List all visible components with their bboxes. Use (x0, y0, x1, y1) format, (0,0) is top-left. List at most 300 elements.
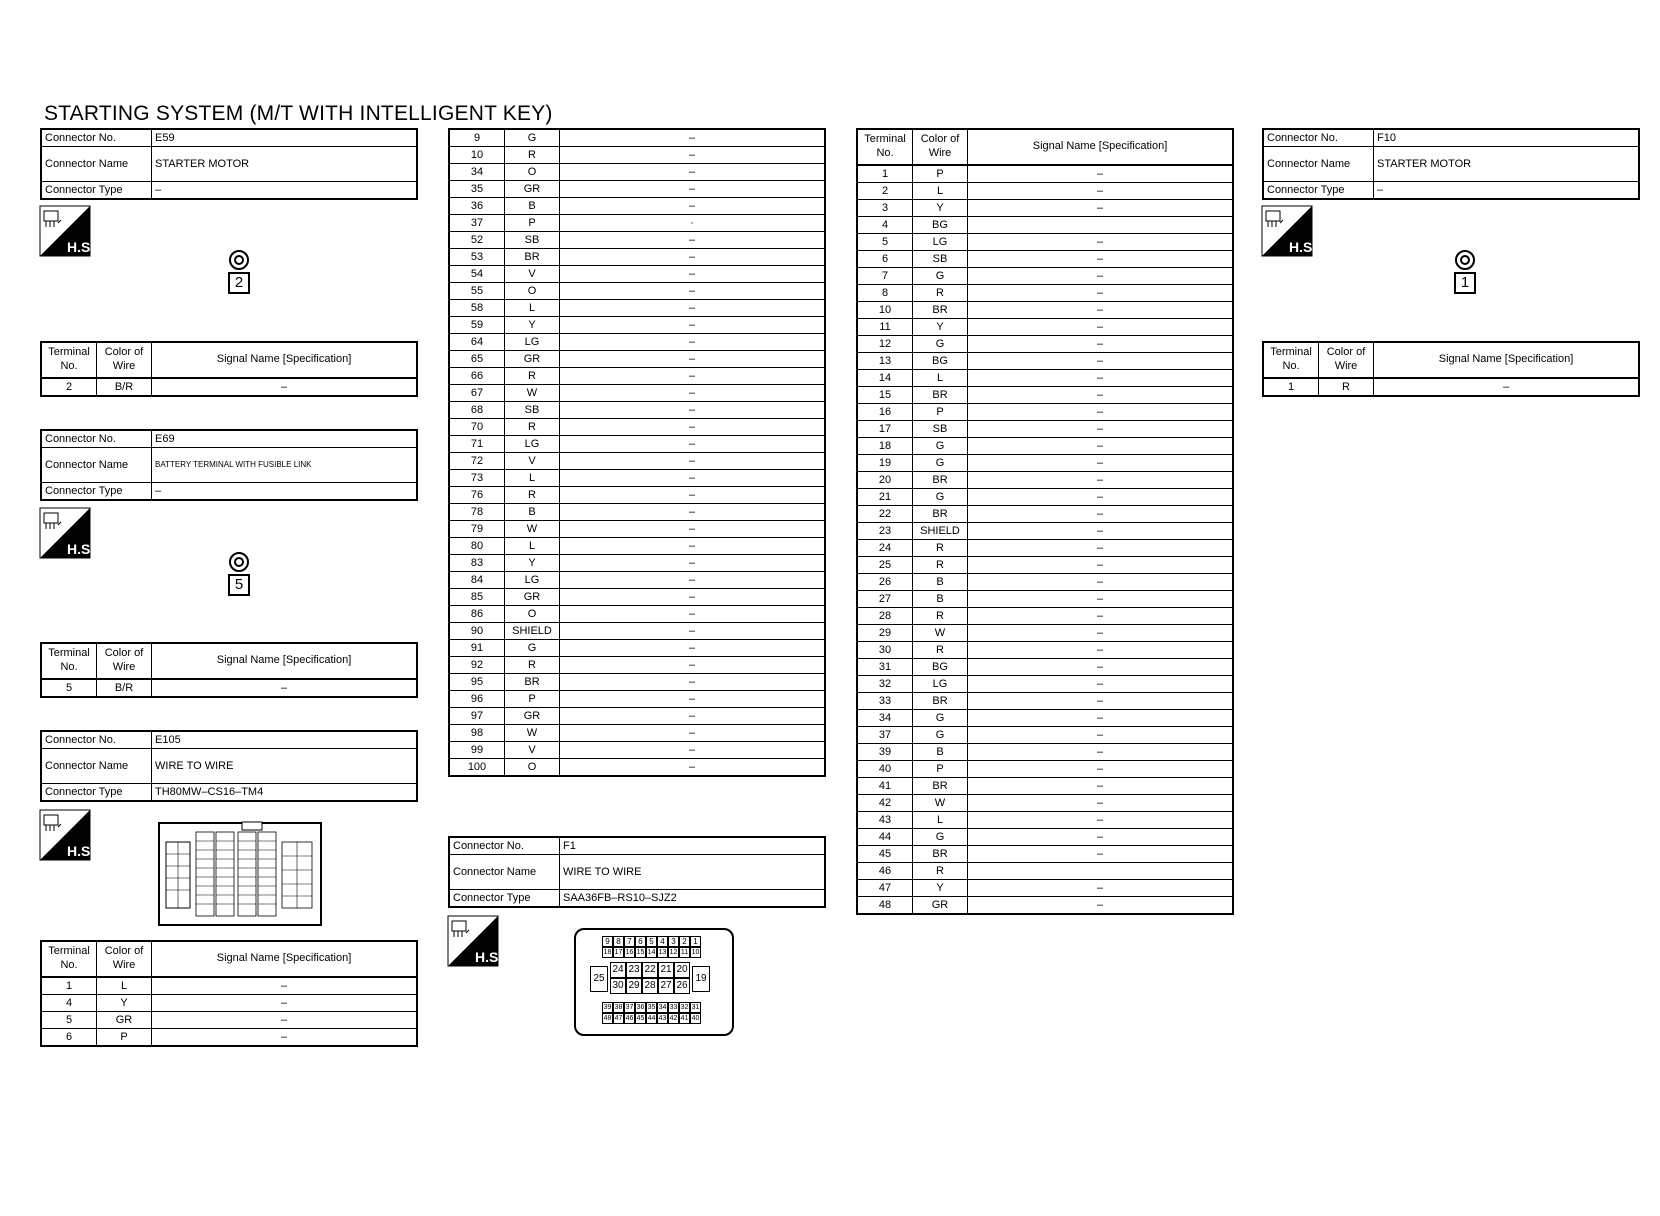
table-row (857, 336, 1233, 353)
connector-pin: 28 (642, 978, 658, 994)
table-row (41, 977, 417, 995)
wire-color-cell: GR (97, 1012, 152, 1029)
color-of-wire-header: Color of Wire (97, 342, 152, 378)
signal-name-cell: – (560, 249, 826, 266)
terminal-no-cell: 78 (449, 504, 505, 521)
connector-pin: 1 (690, 936, 701, 947)
wire-color-cell: L (505, 300, 560, 317)
table-row (41, 995, 417, 1012)
signal-name-cell: – (560, 657, 826, 674)
terminal-table-header (857, 129, 1233, 165)
table-row (449, 708, 825, 725)
e59-connector-no: E59 (152, 129, 418, 147)
connector-pin: 10 (691, 949, 700, 956)
connector-pin: 6 (635, 936, 646, 947)
table-row (857, 710, 1233, 727)
table-row (449, 266, 825, 283)
signal-name-header: Signal Name [Specification] (968, 129, 1234, 165)
terminal-no-cell: 5 (41, 679, 97, 697)
table-row (449, 725, 825, 742)
connector-pin: 19 (692, 966, 710, 992)
terminal-no-cell: 17 (857, 421, 913, 438)
wire-color-cell: BR (505, 674, 560, 691)
terminal-no-cell: 53 (449, 249, 505, 266)
table-row (857, 761, 1233, 778)
connector-pin: 44 (647, 1015, 656, 1022)
wire-color-cell: V (505, 453, 560, 470)
e105-connector-name: WIRE TO WIRE (152, 749, 418, 784)
wire-color-cell: LG (505, 334, 560, 351)
terminal-no-cell: 12 (857, 336, 913, 353)
connector-pin: 45 (636, 1015, 645, 1022)
signal-name-cell: – (968, 387, 1234, 404)
signal-name-cell: – (560, 742, 826, 759)
wire-color-cell: Y (913, 200, 968, 217)
wire-color-cell: G (505, 640, 560, 657)
signal-name-cell: – (968, 608, 1234, 625)
wire-color-cell: B/R (97, 378, 152, 396)
signal-name-cell: – (560, 266, 826, 283)
signal-name-cell: – (560, 317, 826, 334)
signal-name-cell: – (968, 251, 1234, 268)
signal-name-cell: – (968, 897, 1234, 915)
harness-side-icon (1262, 206, 1317, 256)
terminal-no-cell: 5 (857, 234, 913, 251)
signal-name-cell: – (152, 995, 418, 1012)
e59-pin-label: 2 (228, 272, 250, 294)
f10-connector-no: F10 (1374, 129, 1640, 147)
connector-pin: 5 (646, 936, 657, 947)
wire-color-cell: P (97, 1029, 152, 1047)
signal-name-cell: – (968, 472, 1234, 489)
signal-name-cell: – (560, 436, 826, 453)
connector-pin: 24 (610, 962, 626, 978)
terminal-no-cell: 6 (41, 1029, 97, 1047)
wire-color-cell: G (505, 129, 560, 147)
terminal-no-cell: 34 (857, 710, 913, 727)
wire-color-cell: V (505, 266, 560, 283)
terminal-no-cell: 37 (857, 727, 913, 744)
table-row (449, 317, 825, 334)
terminal-no-cell: 1 (1263, 378, 1319, 396)
signal-name-cell: – (560, 691, 826, 708)
terminal-no-cell: 99 (449, 742, 505, 759)
terminal-no-cell: 25 (857, 557, 913, 574)
signal-name-cell: – (152, 378, 418, 396)
table-row (449, 164, 825, 181)
svg-text:H.S.: H.S. (67, 239, 95, 255)
terminal-no-cell: 97 (449, 708, 505, 725)
connector-pin: 36 (636, 1004, 645, 1011)
signal-name-cell: – (968, 574, 1234, 591)
signal-name-cell: – (968, 540, 1234, 557)
e105-connector-face-pins (160, 824, 320, 924)
table-row (857, 642, 1233, 659)
terminal-no-cell: 29 (857, 625, 913, 642)
table-row (449, 249, 825, 266)
wire-color-cell: R (913, 557, 968, 574)
wire-color-cell: R (913, 642, 968, 659)
e59-terminal-diagram (228, 250, 250, 300)
wire-color-cell: Y (505, 317, 560, 334)
connector-pin: 4 (657, 936, 668, 947)
terminal-no-cell: 72 (449, 453, 505, 470)
wire-color-cell: O (505, 283, 560, 300)
signal-name-cell: – (968, 642, 1234, 659)
table-row (449, 674, 825, 691)
signal-name-cell: – (560, 759, 826, 777)
wire-color-cell: G (913, 829, 968, 846)
wire-color-cell: R (913, 285, 968, 302)
connector-type-label: Connector Type (1263, 182, 1374, 200)
wire-color-cell: BR (913, 387, 968, 404)
connector-pin: 9 (602, 936, 613, 947)
signal-name-cell: – (560, 521, 826, 538)
signal-name-cell: – (560, 147, 826, 164)
wire-color-cell: W (913, 625, 968, 642)
terminal-no-cell: 65 (449, 351, 505, 368)
table-row (857, 744, 1233, 761)
terminal-no-cell: 20 (857, 472, 913, 489)
signal-name-cell: – (1374, 378, 1640, 396)
connector-pin: 17 (614, 949, 623, 956)
table-row (857, 540, 1233, 557)
signal-name-cell: – (968, 268, 1234, 285)
wire-color-cell: G (913, 438, 968, 455)
signal-name-cell: – (968, 727, 1234, 744)
terminal-no-cell: 41 (857, 778, 913, 795)
signal-name-cell: – (968, 370, 1234, 387)
wire-color-cell: LG (505, 436, 560, 453)
terminal-stud-icon (229, 552, 249, 572)
terminal-no-cell: 1 (857, 165, 913, 183)
wire-color-cell: O (505, 759, 560, 777)
connector-pin: 48 (603, 1015, 612, 1022)
table-row (857, 608, 1233, 625)
table-row (449, 742, 825, 759)
wire-color-cell: LG (913, 676, 968, 693)
table-row (449, 419, 825, 436)
table-row (41, 1029, 417, 1047)
terminal-table-header (41, 342, 417, 378)
signal-name-cell: – (152, 679, 418, 697)
connector-pin: 18 (603, 949, 612, 956)
wire-color-cell: BR (913, 778, 968, 795)
table-row (857, 234, 1233, 251)
wire-color-cell: L (97, 977, 152, 995)
connector-pin: 15 (636, 949, 645, 956)
terminal-no-cell: 39 (857, 744, 913, 761)
signal-name-cell: – (968, 591, 1234, 608)
connector-no-label: Connector No. (41, 129, 152, 147)
terminal-no-cell: 40 (857, 761, 913, 778)
terminal-stud-icon (1455, 250, 1475, 270)
connector-type-label: Connector Type (449, 890, 560, 908)
table-row (857, 472, 1233, 489)
connector-no-label: Connector No. (41, 731, 152, 749)
signal-name-cell: – (560, 504, 826, 521)
signal-name-cell: – (968, 165, 1234, 183)
color-of-wire-header: Color of Wire (913, 129, 968, 165)
connector-pin: 22 (642, 962, 658, 978)
signal-name-header: Signal Name [Specification] (152, 342, 418, 378)
terminal-no-cell: 46 (857, 863, 913, 880)
signal-name-cell: – (968, 455, 1234, 472)
table-row (449, 504, 825, 521)
signal-name-cell: – (560, 674, 826, 691)
wire-color-cell: SB (505, 402, 560, 419)
terminal-no-cell: 44 (857, 829, 913, 846)
signal-name-cell (968, 863, 1234, 880)
signal-name-cell: – (560, 385, 826, 402)
terminal-no-cell: 6 (857, 251, 913, 268)
terminal-no-cell: 22 (857, 506, 913, 523)
table-row (449, 351, 825, 368)
table-row (449, 487, 825, 504)
e105-terminal-table (40, 940, 418, 1047)
signal-name-cell: – (560, 300, 826, 317)
table-row (857, 574, 1233, 591)
signal-name-cell: – (560, 402, 826, 419)
terminal-no-cell: 52 (449, 232, 505, 249)
connector-type-label: Connector Type (41, 483, 152, 501)
table-row (449, 129, 825, 147)
wire-color-cell: R (913, 540, 968, 557)
signal-name-cell: – (968, 404, 1234, 421)
wire-color-cell: B (913, 574, 968, 591)
terminal-no-cell: 64 (449, 334, 505, 351)
wire-color-cell: GR (505, 708, 560, 725)
terminal-no-cell: 86 (449, 606, 505, 623)
terminal-no-cell: 92 (449, 657, 505, 674)
wire-color-cell: GR (505, 181, 560, 198)
terminal-no-cell: 1 (41, 977, 97, 995)
table-row (857, 268, 1233, 285)
signal-name-cell: – (560, 351, 826, 368)
signal-name-cell: – (560, 470, 826, 487)
terminal-no-cell: 34 (449, 164, 505, 181)
connector-pin: 33 (669, 1004, 678, 1011)
terminal-no-cell: 30 (857, 642, 913, 659)
signal-name-cell: – (968, 812, 1234, 829)
terminal-stud-icon (229, 250, 249, 270)
connector-name-label: Connector Name (41, 147, 152, 182)
signal-name-cell: – (968, 778, 1234, 795)
terminal-no-cell: 9 (449, 129, 505, 147)
signal-name-cell: · (560, 215, 826, 232)
wire-color-cell: Y (913, 319, 968, 336)
f10-info-table (1262, 128, 1640, 200)
terminal-no-cell: 2 (41, 378, 97, 396)
e69-connector-name: BATTERY TERMINAL WITH FUSIBLE LINK (152, 448, 418, 483)
wire-color-cell: P (913, 761, 968, 778)
table-row (449, 759, 825, 777)
wire-color-cell: BG (913, 353, 968, 370)
signal-name-cell: – (560, 589, 826, 606)
harness-side-icon (448, 916, 503, 966)
table-row (857, 659, 1233, 676)
table-row (449, 470, 825, 487)
e69-pin-label: 5 (228, 574, 250, 596)
terminal-no-cell: 4 (857, 217, 913, 234)
wire-color-cell: B/R (97, 679, 152, 697)
wire-color-cell: G (913, 268, 968, 285)
terminal-no-cell: 18 (857, 438, 913, 455)
wire-color-cell: L (505, 470, 560, 487)
terminal-no-cell: 67 (449, 385, 505, 402)
terminal-no-cell: 58 (449, 300, 505, 317)
connector-pin: 39 (603, 1004, 612, 1011)
connector-pin: 32 (680, 1004, 689, 1011)
signal-name-cell: – (968, 302, 1234, 319)
table-row (449, 368, 825, 385)
terminal-no-cell: 71 (449, 436, 505, 453)
connector-pin: 43 (658, 1015, 667, 1022)
terminal-no-cell: 24 (857, 540, 913, 557)
connector-type-label: Connector Type (41, 182, 152, 200)
wire-color-cell: BR (913, 846, 968, 863)
color-of-wire-header: Color of Wire (97, 941, 152, 977)
wire-color-cell: SB (913, 421, 968, 438)
wire-color-cell: G (913, 710, 968, 727)
signal-name-header: Signal Name [Specification] (152, 643, 418, 679)
connector-name-label: Connector Name (449, 855, 560, 890)
color-of-wire-header: Color of Wire (97, 643, 152, 679)
table-row (857, 523, 1233, 540)
terminal-no-cell: 48 (857, 897, 913, 915)
wire-color-cell: L (913, 183, 968, 200)
signal-name-cell: – (560, 725, 826, 742)
table-row (449, 572, 825, 589)
e105-connector-face-diagram (158, 822, 322, 926)
terminal-no-cell: 27 (857, 591, 913, 608)
table-row (857, 455, 1233, 472)
wire-color-cell: Y (97, 995, 152, 1012)
signal-name-cell: – (968, 676, 1234, 693)
table-row (857, 591, 1233, 608)
table-row (449, 453, 825, 470)
terminal-no-cell: 13 (857, 353, 913, 370)
terminal-no-cell: 36 (449, 198, 505, 215)
wire-color-cell: Y (913, 880, 968, 897)
f10-terminal-table (1262, 341, 1640, 397)
signal-name-cell: – (968, 234, 1234, 251)
connector-pin: 34 (658, 1004, 667, 1011)
wire-color-cell: SHIELD (913, 523, 968, 540)
wire-color-cell: R (913, 863, 968, 880)
terminal-no-cell: 14 (857, 370, 913, 387)
e69-terminal-table (40, 642, 418, 698)
signal-name-cell: – (968, 183, 1234, 200)
connector-pin: 37 (625, 1004, 634, 1011)
connector-pin: 25 (590, 966, 608, 992)
table-row (857, 676, 1233, 693)
terminal-no-header: Terminal No. (41, 941, 97, 977)
signal-name-cell: – (968, 693, 1234, 710)
e105-info-table (40, 730, 418, 802)
connector-pin: 8 (613, 936, 624, 947)
terminal-no-cell: 16 (857, 404, 913, 421)
terminal-no-cell: 35 (449, 181, 505, 198)
wire-color-cell: R (1319, 378, 1374, 396)
wire-color-cell: BG (913, 217, 968, 234)
table-row (449, 181, 825, 198)
connector-pin: 12 (669, 949, 678, 956)
e105-terminal-table-continued (448, 128, 826, 777)
wire-color-cell: R (505, 657, 560, 674)
f1-terminal-table (856, 128, 1234, 915)
table-row (857, 421, 1233, 438)
table-row (449, 334, 825, 351)
connector-pin: 20 (674, 962, 690, 978)
signal-name-cell: – (152, 1012, 418, 1029)
signal-name-cell: – (968, 625, 1234, 642)
signal-name-cell: – (560, 368, 826, 385)
connector-pin: 38 (614, 1004, 623, 1011)
svg-text:H.S.: H.S. (67, 541, 95, 557)
terminal-no-cell: 23 (857, 523, 913, 540)
table-row (857, 200, 1233, 217)
connector-pin: 27 (658, 978, 674, 994)
signal-name-cell: – (560, 334, 826, 351)
signal-name-cell: – (968, 523, 1234, 540)
terminal-no-cell: 98 (449, 725, 505, 742)
wire-color-cell: SB (505, 232, 560, 249)
signal-name-cell: – (968, 336, 1234, 353)
table-row (857, 863, 1233, 880)
table-row (857, 285, 1233, 302)
wire-color-cell: B (913, 744, 968, 761)
e105-connector-type: TH80MW–CS16–TM4 (152, 784, 418, 802)
wire-color-cell: W (505, 385, 560, 402)
signal-name-cell: – (560, 129, 826, 147)
signal-name-cell: – (968, 489, 1234, 506)
connector-pin: 7 (624, 936, 635, 947)
harness-side-icon (40, 206, 95, 256)
signal-name-cell: – (560, 198, 826, 215)
e69-info-table (40, 429, 418, 501)
terminal-no-cell: 90 (449, 623, 505, 640)
connector-pin: 21 (658, 962, 674, 978)
table-row (857, 302, 1233, 319)
table-row (41, 378, 417, 396)
connector-pin: 46 (625, 1015, 634, 1022)
signal-name-header: Signal Name [Specification] (152, 941, 418, 977)
f10-pin-label: 1 (1454, 272, 1476, 294)
connector-pin: 3 (668, 936, 679, 947)
wire-color-cell: R (505, 147, 560, 164)
table-row (857, 506, 1233, 523)
signal-name-cell: – (560, 283, 826, 300)
table-row (857, 557, 1233, 574)
terminal-no-cell: 47 (857, 880, 913, 897)
connector-pin: 42 (669, 1015, 678, 1022)
terminal-no-cell: 68 (449, 402, 505, 419)
terminal-no-cell: 5 (41, 1012, 97, 1029)
wire-color-cell: Y (505, 555, 560, 572)
table-row (857, 846, 1233, 863)
connector-pin: 26 (674, 978, 690, 994)
connector-no-label: Connector No. (41, 430, 152, 448)
f1-connector-face-diagram (574, 928, 734, 1036)
connector-pin: 40 (691, 1015, 700, 1022)
wire-color-cell: L (913, 370, 968, 387)
wire-color-cell: BR (913, 506, 968, 523)
signal-name-cell: – (560, 606, 826, 623)
table-row (857, 438, 1233, 455)
signal-name-cell: – (968, 795, 1234, 812)
wire-color-cell: G (913, 727, 968, 744)
